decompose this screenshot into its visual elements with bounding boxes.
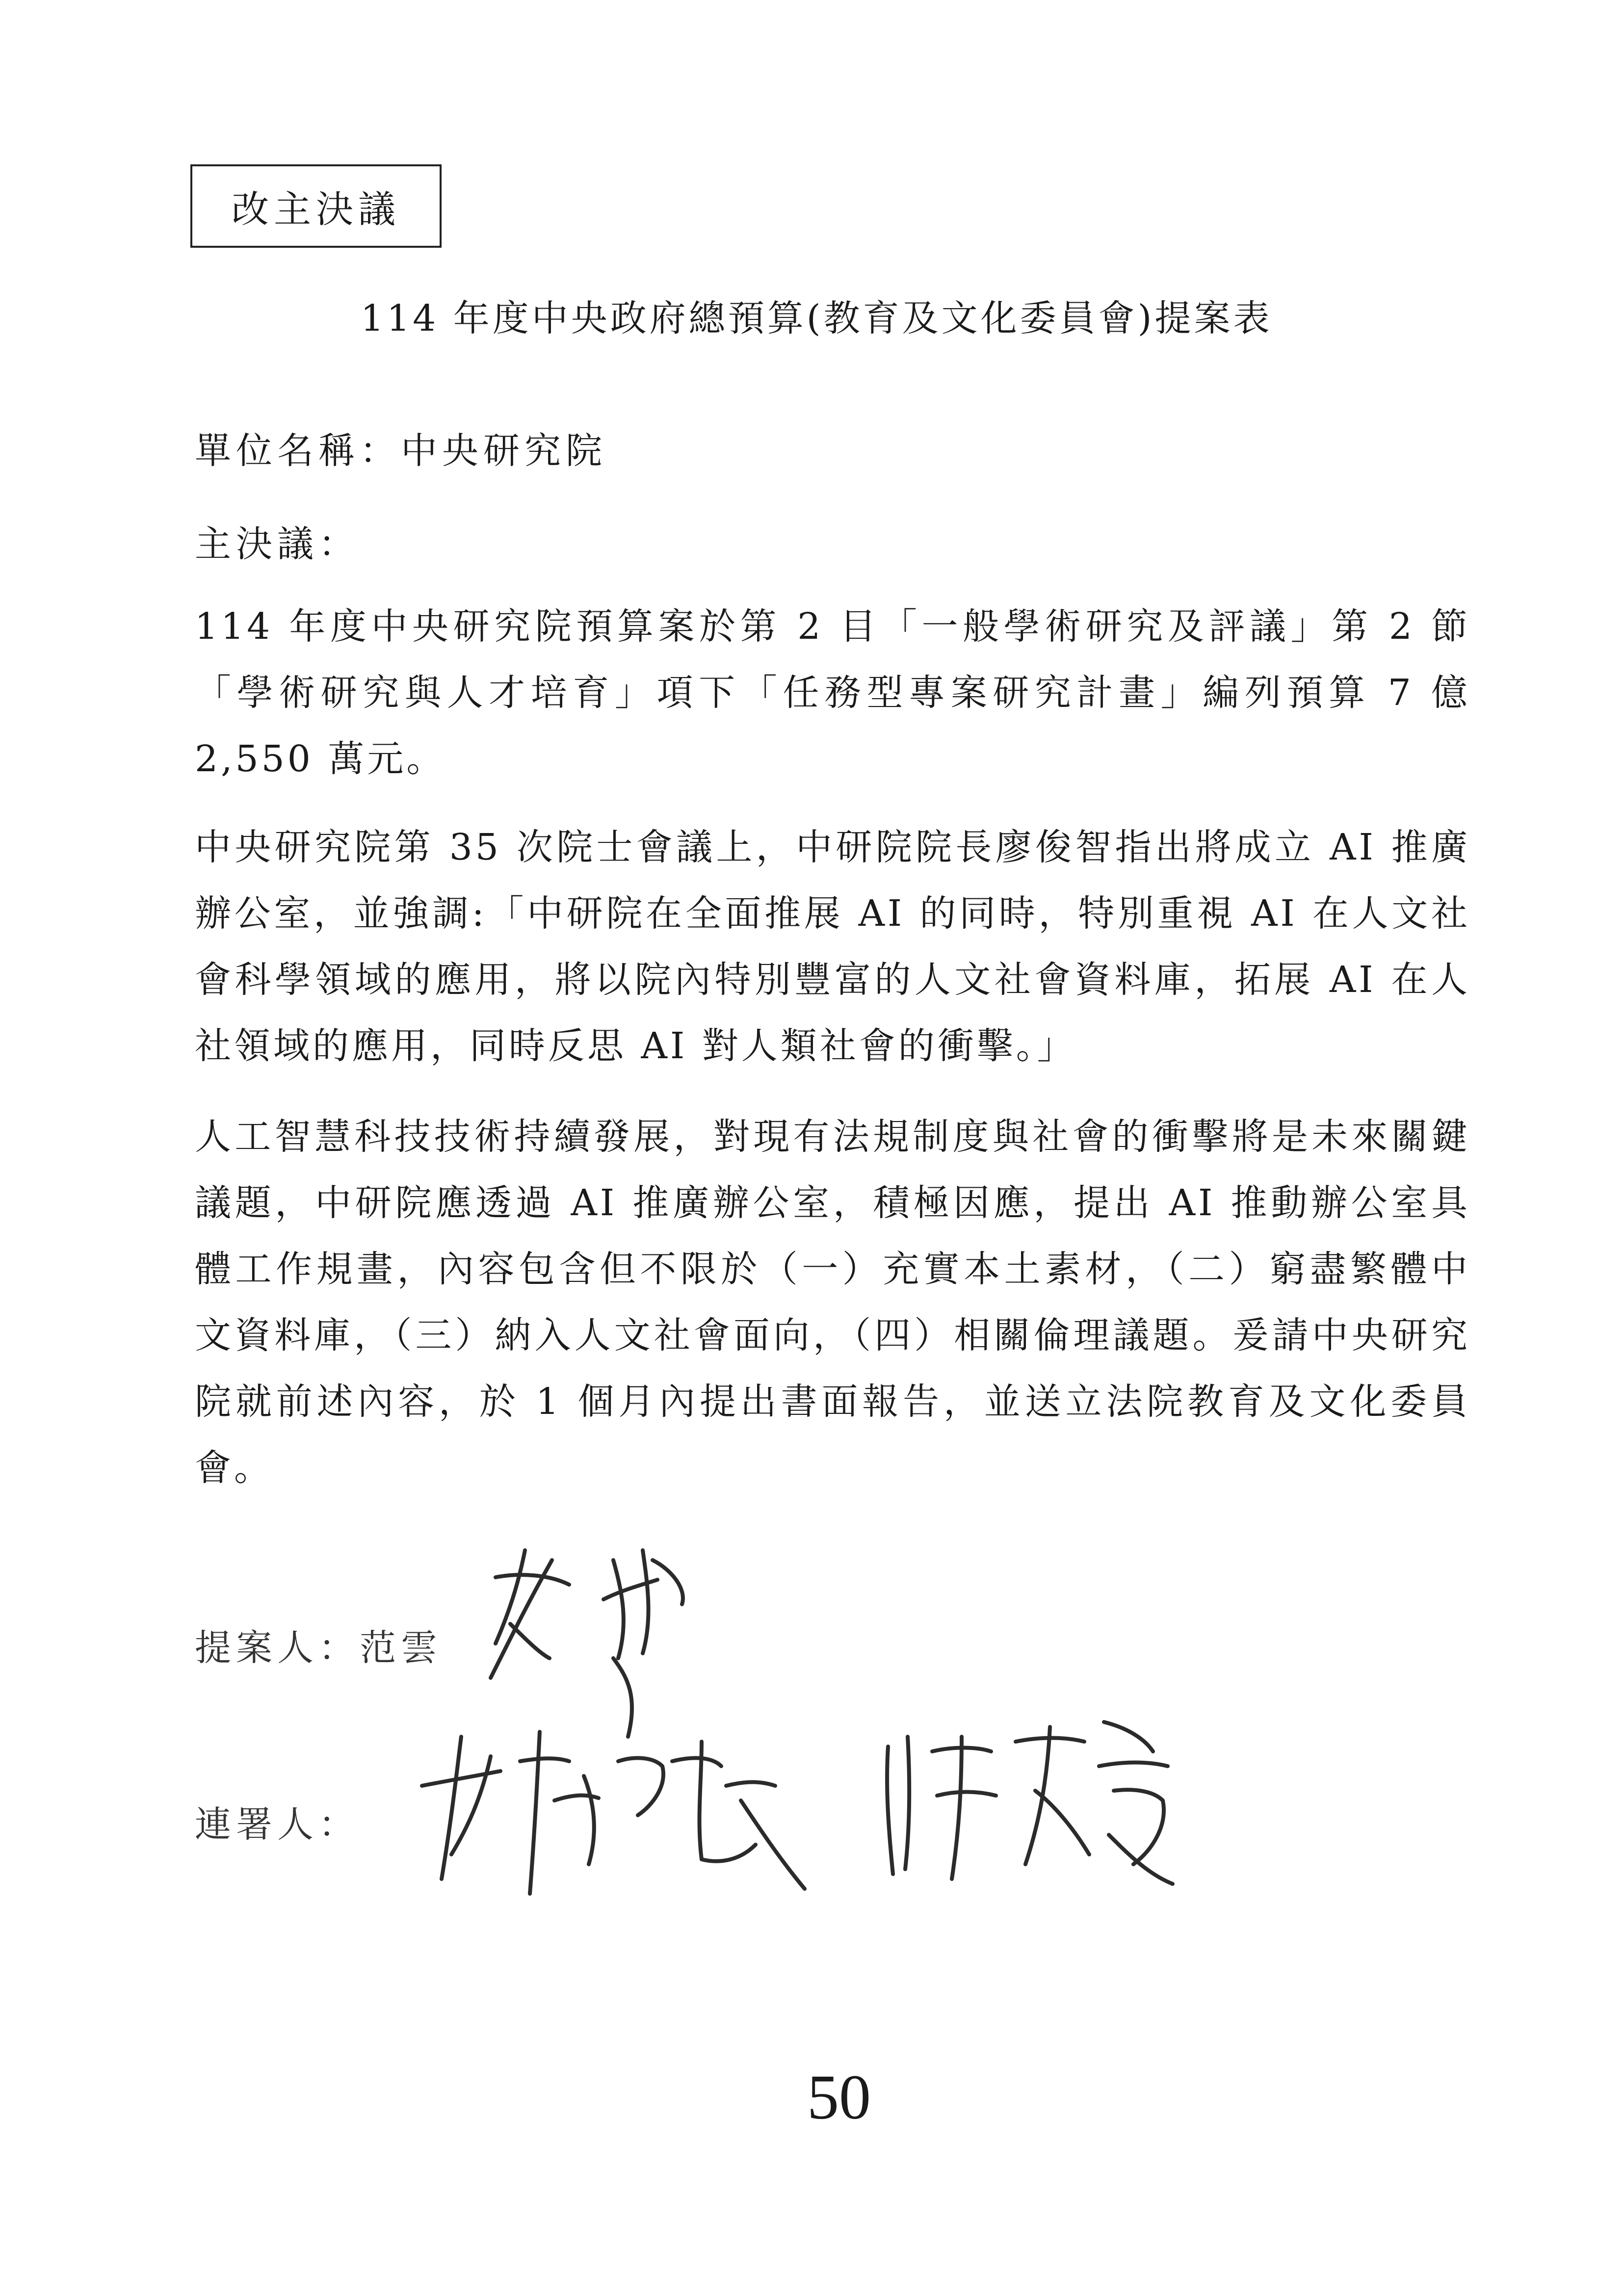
proposer-name: 范雲 [360,1627,442,1669]
proposer-line [195,1619,442,1671]
cosigner-label: 連署人： [195,1803,360,1846]
unit-line [195,422,607,474]
cosigner-signature-1 [407,1702,864,1908]
unit-value: 中央研究院 [401,430,607,472]
resolution-type-box: 改主決議 [190,164,442,248]
unit-label: 單位名稱： [195,430,401,472]
document-title: 114 年度中央政府總預算(教育及文化委員會)提案表 [361,297,1273,339]
paragraph-2: 中央研究院第 35 次院士會議上，中研院院長廖俊智指出將成立 AI 推廣辦公室，並強調:「中研院在全面推展 AI 的同時，特別重視 AI 在人文社會科學領域的應用，將以院內特別豐富的人文社會資料庫，拓展 AI 在人社領域的應用，同時反思 AI 對人類社會的衝擊。」 [195,826,1470,1067]
paragraph-3: 人工智慧科技技術持續發展，對現有法規制度與社會的衝擊將是未來關鍵議題，中研院應透過 AI 推廣辦公室，積極因應，提出 AI 推動辦公室具體工作規畫，內容包含但不限於（一）充實本土素材，（二）窮盡繁體中文資料庫，（三）納入人文社會面向，（四）相關倫理議題。爰請中央研究院就前述內容，於 1 個月內提出書面報告，並送立法院教育及文化委員會。 [195,1116,1470,1489]
proposer-label: 提案人： [195,1627,360,1669]
main-resolution-label: 主決議： [195,523,360,565]
paragraph-1: 114 年度中央研究院預算案於第 2 目「一般學術研究及評議」第 2 節「學術研究與人才培育」項下「任務型專案研究計畫」編列預算 7 億 2,550 萬元。 [195,605,1470,780]
cosigner-signature-2 [878,1707,1182,1894]
page-number: 50 [807,2062,871,2133]
cosigner-line [195,1796,360,1848]
